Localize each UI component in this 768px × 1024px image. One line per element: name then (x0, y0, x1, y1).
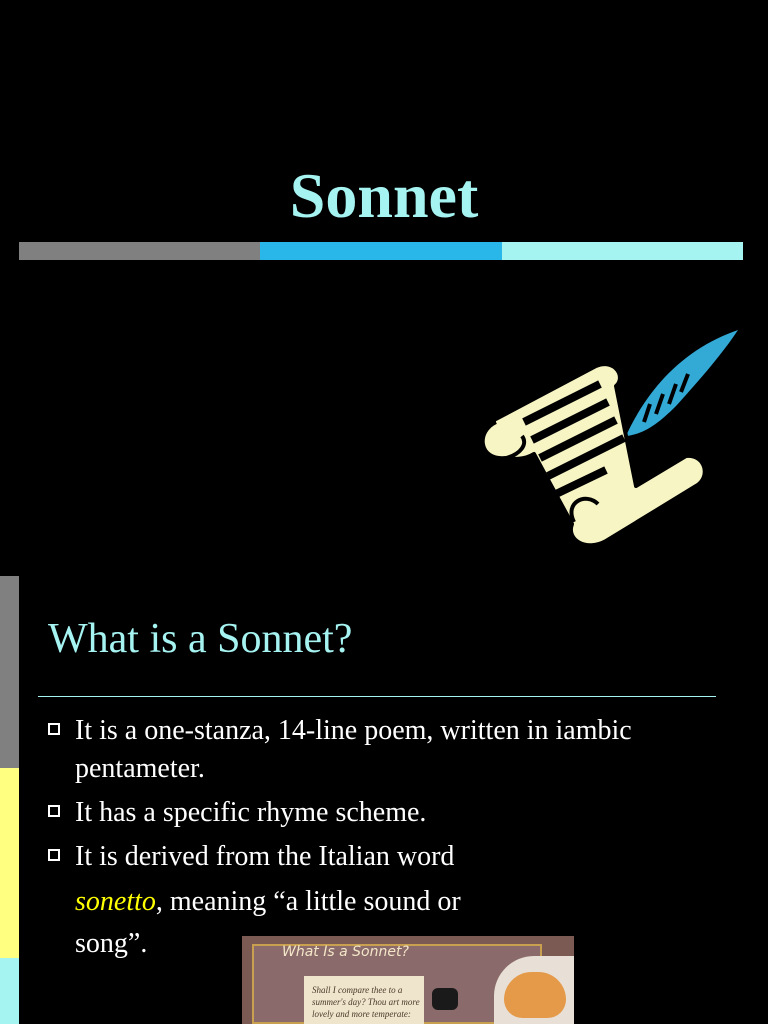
strip-gray (0, 576, 19, 768)
square-bullet-icon (48, 805, 60, 817)
side-accent-strip (0, 576, 19, 1024)
strip-yellow (0, 768, 19, 958)
bullet-text: It is a one-stanza, 14-line poem, written in iambic pentameter. (75, 715, 632, 784)
bullet-text: It is derived from the Italian word (75, 841, 455, 872)
bullet-continuation-last: song”. (75, 928, 148, 959)
strip-cyan (0, 958, 19, 1024)
slide-heading: What is a Sonnet? (48, 616, 353, 662)
illustration-poem: Shall I compare thee to a summer's day? Thou art more lovely and more temperate: (312, 985, 420, 1019)
divider-segment-gray (19, 242, 260, 260)
title-divider-bar (19, 242, 743, 260)
bullet-item (48, 712, 708, 788)
divider-segment-blue (260, 242, 501, 260)
heading-rule (38, 696, 716, 697)
divider-segment-cyan (502, 242, 743, 260)
continuation-text: , meaning “a little sound or (155, 886, 461, 917)
bullet-continuation (48, 880, 708, 924)
scroll-and-quill-icon (466, 326, 746, 556)
bullet-item (48, 794, 708, 832)
bullet-item (48, 838, 708, 876)
bullet-text: It has a specific rhyme scheme. (75, 797, 427, 828)
inkwell-icon (432, 988, 458, 1010)
illustration-title: What Is a Sonnet? (282, 944, 409, 960)
bullet-list (48, 712, 708, 966)
square-bullet-icon (48, 723, 60, 735)
square-bullet-icon (48, 849, 60, 861)
sonnet-illustration (242, 936, 574, 1024)
sleeping-cat-icon (504, 972, 566, 1018)
content-slide (0, 576, 768, 1024)
italian-word: sonetto (75, 886, 156, 917)
slide-title: Sonnet (289, 160, 479, 231)
